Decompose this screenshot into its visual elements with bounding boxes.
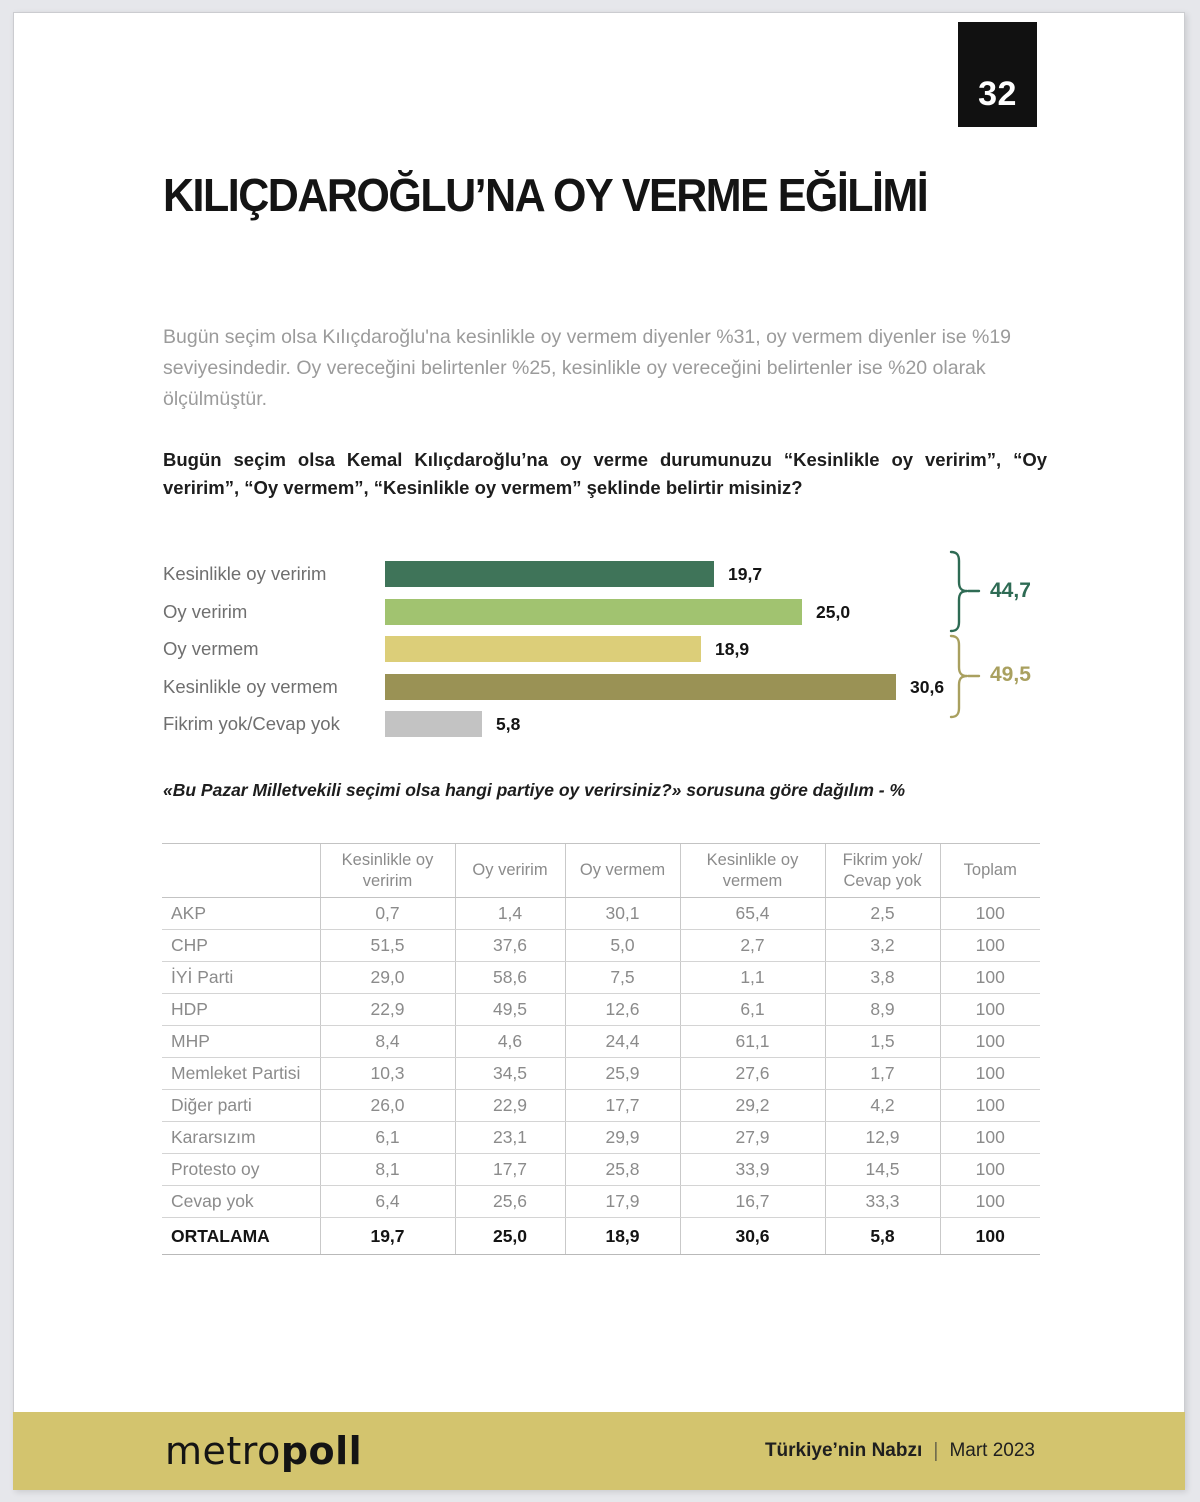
survey-question: Bugün seçim olsa Kemal Kılıçdaroğlu’na oy verme durumunuzu “Kesinlikle oy veririm”, “Oy veririm”, “Oy vermem”, “Kesinlikle oy vermem” şeklinde belirtir misiniz?: [163, 449, 1047, 498]
logo-bold-part: poll: [280, 1429, 363, 1473]
chart-value-label: 25,0: [816, 601, 851, 622]
table-cell: 0,7: [320, 898, 455, 930]
table-cell: 16,7: [680, 1186, 825, 1218]
table-row-label: HDP: [162, 994, 320, 1026]
table-cell: 6,1: [320, 1122, 455, 1154]
chart-row: [163, 674, 1063, 700]
chart-row: [163, 636, 1063, 662]
table-cell: 25,6: [455, 1186, 565, 1218]
group-brackets: [945, 548, 990, 728]
table-cell: 6,1: [680, 994, 825, 1026]
table-cell: 100: [940, 1218, 1040, 1255]
table-row: [162, 1122, 1040, 1154]
page-title: KILIÇDAROĞLU’NA OY VERME EĞİLİMİ: [163, 170, 928, 222]
table-cell: 14,5: [825, 1154, 940, 1186]
table-row-label: Protesto oy: [162, 1154, 320, 1186]
table-cell: 22,9: [455, 1090, 565, 1122]
table-row: [162, 898, 1040, 930]
chart-row: [163, 561, 1063, 587]
footer-band: [13, 1412, 1185, 1490]
table-cell: 100: [940, 1186, 1040, 1218]
table-row: [162, 1058, 1040, 1090]
chart-category-label: Kesinlikle oy veririm: [163, 563, 327, 584]
table-row-label: CHP: [162, 930, 320, 962]
table-cell: 37,6: [455, 930, 565, 962]
chart-value-label: 30,6: [910, 676, 945, 697]
table-cell: 12,6: [565, 994, 680, 1026]
table-header-row: [162, 844, 1040, 898]
table-cell: 34,5: [455, 1058, 565, 1090]
table-cell: 25,9: [565, 1058, 680, 1090]
group-sum-oy-veririm: 44,7: [990, 579, 1031, 602]
table-cell: 33,3: [825, 1186, 940, 1218]
table-cell: 100: [940, 1122, 1040, 1154]
table-cell: 5,8: [825, 1218, 940, 1255]
table-cell: 22,9: [320, 994, 455, 1026]
table-column-header: Kesinlikle oy veririm: [320, 844, 455, 898]
table-cell: 5,0: [565, 930, 680, 962]
table-cell: 100: [940, 1026, 1040, 1058]
table-cell: 30,6: [680, 1218, 825, 1255]
table-row: [162, 1186, 1040, 1218]
table-cell: 33,9: [680, 1154, 825, 1186]
series-name: Türkiye’nin Nabzı: [764, 1440, 923, 1461]
table-row-label: MHP: [162, 1026, 320, 1058]
table-row-label: AKP: [162, 898, 320, 930]
chart-bar: [385, 674, 896, 700]
party-breakdown-table: [162, 843, 1040, 1255]
table-cell: 100: [940, 962, 1040, 994]
table-cell: 3,2: [825, 930, 940, 962]
table-cell: 8,4: [320, 1026, 455, 1058]
table-cell: 29,0: [320, 962, 455, 994]
table-row: [162, 1090, 1040, 1122]
chart-bar: [385, 561, 714, 587]
table-cell: 18,9: [565, 1218, 680, 1255]
page-number: 32: [978, 75, 1017, 113]
table-row: [162, 1154, 1040, 1186]
chart-bar: [385, 636, 701, 662]
table-cell: 7,5: [565, 962, 680, 994]
footer-caption: [765, 1440, 1035, 1463]
table-cell: 17,7: [565, 1090, 680, 1122]
table-cell: 100: [940, 898, 1040, 930]
table-cell: 29,2: [680, 1090, 825, 1122]
table-cell: 1,7: [825, 1058, 940, 1090]
table-cell: 12,9: [825, 1122, 940, 1154]
table-row-label: Diğer parti: [162, 1090, 320, 1122]
table-cell: 100: [940, 1090, 1040, 1122]
table-cell: 61,1: [680, 1026, 825, 1058]
table-cell: 8,9: [825, 994, 940, 1026]
chart-bar: [385, 599, 802, 625]
table-cell: 1,1: [680, 962, 825, 994]
table-column-header: Fikrim yok/ Cevap yok: [825, 844, 940, 898]
table-column-header: Oy vermem: [565, 844, 680, 898]
chart-category-label: Kesinlikle oy vermem: [163, 675, 338, 697]
table-cell: 17,7: [455, 1154, 565, 1186]
table-cell: 49,5: [455, 994, 565, 1026]
table-cell: 6,4: [320, 1186, 455, 1218]
table-row: [162, 1026, 1040, 1058]
table-cell: 10,3: [320, 1058, 455, 1090]
table-cell: 8,1: [320, 1154, 455, 1186]
table-cell: 26,0: [320, 1090, 455, 1122]
table-cell: 4,2: [825, 1090, 940, 1122]
table-row-label: Cevap yok: [162, 1186, 320, 1218]
table-cell: 27,6: [680, 1058, 825, 1090]
table-cell: 1,5: [825, 1026, 940, 1058]
table-cell: 19,7: [320, 1218, 455, 1255]
table-cell: 4,6: [455, 1026, 565, 1058]
table-cell: 65,4: [680, 898, 825, 930]
table-row-label: ORTALAMA: [162, 1218, 320, 1255]
table-cell: 100: [940, 1058, 1040, 1090]
table-cell: 3,8: [825, 962, 940, 994]
table-cell: 100: [940, 994, 1040, 1026]
intro-paragraph: Bugün seçim olsa Kılıçdaroğlu'na kesinlikle oy vermem diyenler %31, oy vermem diyenler ise %19 seviyesindedir. Oy vereceğini belirtenler %25, kesinlikle oy vereceğini belirtenler ise %20 olarak ölçülmüştür.: [163, 326, 1012, 410]
footer-separator: |: [933, 1439, 939, 1462]
table-column-header: [162, 844, 320, 898]
group-sum-oy-vermem: 49,5: [990, 663, 1031, 686]
table-cell: 23,1: [455, 1122, 565, 1154]
logo-light-part: metro: [165, 1429, 281, 1473]
table-row: [162, 994, 1040, 1026]
table-cell: 17,9: [565, 1186, 680, 1218]
metropoll-logo: [165, 1429, 362, 1473]
table-cell: 29,9: [565, 1122, 680, 1154]
table-cell: 24,4: [565, 1026, 680, 1058]
chart-bar: [385, 711, 482, 737]
chart-category-label: Oy vermem: [163, 638, 259, 659]
table-row: [162, 962, 1040, 994]
chart-row: [163, 599, 1063, 625]
chart-value-label: 19,7: [728, 564, 763, 584]
table-cell: 100: [940, 1154, 1040, 1186]
table-column-header: Kesinlikle oy vermem: [680, 844, 825, 898]
table-cell: 30,1: [565, 898, 680, 930]
table-row-label: Memleket Partisi: [162, 1058, 320, 1090]
table-cell: 2,7: [680, 930, 825, 962]
table-cell: 25,0: [455, 1218, 565, 1255]
page-number-box: [958, 22, 1037, 127]
table-row-label: Kararsızım: [162, 1122, 320, 1154]
table-row: [162, 930, 1040, 962]
chart-value-label: 18,9: [715, 639, 750, 659]
table-cell: 100: [940, 930, 1040, 962]
table-cell: 51,5: [320, 930, 455, 962]
chart-row: [163, 711, 1063, 737]
chart-category-label: Fikrim yok/Cevap yok: [163, 713, 340, 734]
chart-category-label: Oy veririm: [163, 600, 248, 622]
table-total-row: [162, 1218, 1040, 1255]
table-column-header: Oy veririm: [455, 844, 565, 898]
table-cell: 27,9: [680, 1122, 825, 1154]
chart-value-label: 5,8: [496, 714, 521, 734]
bar-chart: [163, 548, 1063, 753]
table-cell: 58,6: [455, 962, 565, 994]
footer-date: Mart 2023: [949, 1440, 1035, 1461]
table-cell: 2,5: [825, 898, 940, 930]
table-cell: 1,4: [455, 898, 565, 930]
table-row-label: İYİ Parti: [162, 962, 320, 994]
table-cell: 25,8: [565, 1154, 680, 1186]
table-subtitle: «Bu Pazar Milletvekili seçimi olsa hangi partiye oy verirsiniz?» sorusuna göre dağılım - %: [163, 780, 906, 800]
table-column-header: Toplam: [940, 844, 1040, 898]
